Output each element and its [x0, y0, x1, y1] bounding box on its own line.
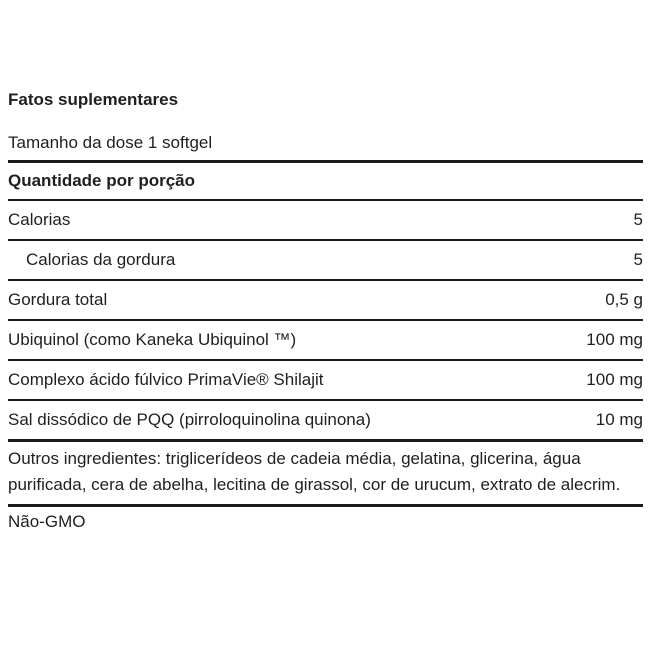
nutrient-label: Calorias da gordura [26, 250, 176, 269]
nutrient-label: Ubiquinol (como Kaneka Ubiquinol ™) [8, 330, 297, 349]
serving-size: Tamanho da dose 1 softgel [8, 133, 213, 152]
nutrient-row-ubiquinol [8, 319, 643, 359]
amount-per-serving-header: Quantidade por porção [8, 171, 196, 190]
non-gmo-note: Não-GMO [8, 504, 643, 535]
nutrient-amount: 100 mg [586, 330, 643, 349]
nutrient-amount: 5 [633, 210, 643, 229]
nutrient-row-calories-from-fat [8, 239, 643, 279]
nutrient-row-shilajit [8, 359, 643, 399]
nutrient-row-calories [8, 199, 643, 239]
nutrient-label: Complexo ácido fúlvico PrimaVie® Shilajit [8, 370, 324, 389]
nutrient-label: Gordura total [8, 290, 108, 309]
panel-title: Fatos suplementares [8, 90, 179, 109]
nutrient-row-pqq [8, 399, 643, 439]
nutrient-label: Sal dissódico de PQQ (pirroloquinolina quinona) [8, 410, 371, 429]
supplement-facts-panel [8, 88, 643, 535]
nutrient-amount: 5 [633, 250, 643, 269]
other-ingredients: Outros ingredientes: triglicerídeos de cadeia média, gelatina, glicerina, água purificada, cera de abelha, lecitina de girassol, cor de urucum, extrato de alecrim. [8, 439, 643, 504]
nutrient-amount: 10 mg [595, 410, 643, 429]
nutrient-amount: 100 mg [586, 370, 643, 389]
nutrient-row-total-fat [8, 279, 643, 319]
nutrient-label: Calorias [8, 210, 71, 229]
nutrient-amount: 0,5 g [605, 290, 643, 309]
